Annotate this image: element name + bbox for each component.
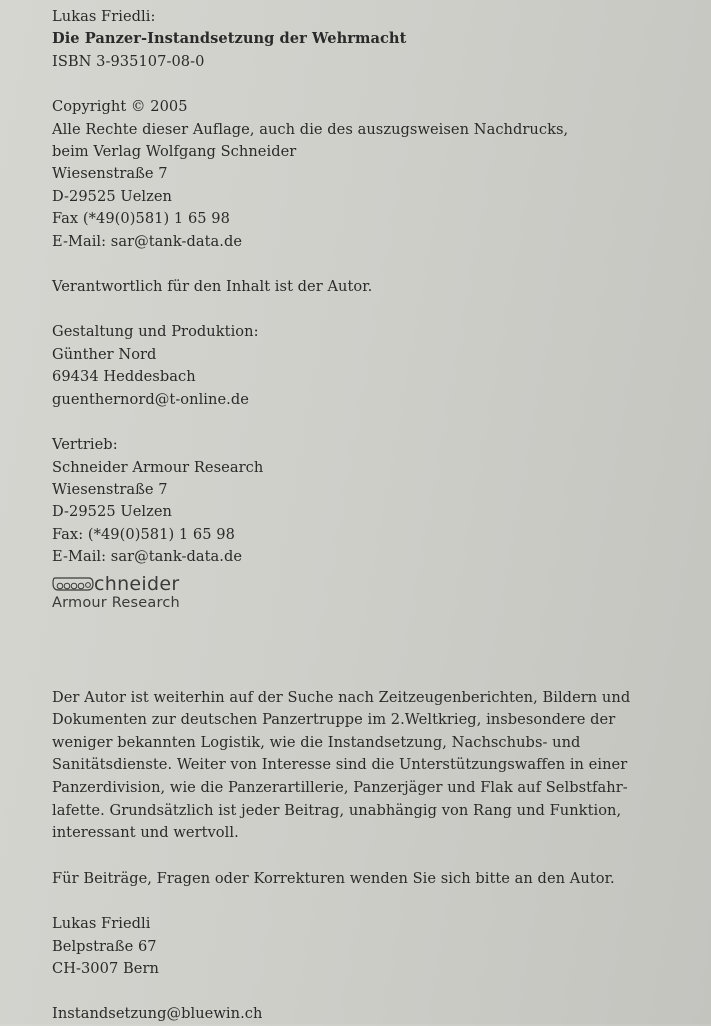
production-line: Günther Nord	[52, 345, 157, 363]
production-block	[52, 321, 692, 411]
copyright-block	[52, 96, 692, 253]
paragraph-line: Der Autor ist weiterhin auf der Suche nach Zeitzeugenberichten, Bildern und	[52, 688, 631, 706]
author-email: Instandsetzung@bluewin.ch	[52, 1005, 263, 1023]
isbn: ISBN 3-935107-08-0	[52, 52, 205, 70]
book-title: Die Panzer-Instandsetzung der Wehrmacht	[52, 30, 407, 48]
author-name: Lukas Friedli:	[52, 8, 156, 25]
address-line: Lukas Friedli	[52, 915, 151, 933]
author-address-block	[52, 913, 692, 980]
distribution-line: D-29525 Uelzen	[52, 503, 172, 521]
copyright-line: Fax (*49(0)581) 1 65 98	[52, 210, 230, 228]
distribution-line: Schneider Armour Research	[52, 458, 264, 476]
copyright-line: D-29525 Uelzen	[52, 187, 172, 205]
distribution-line: Vertrieb:	[52, 436, 118, 454]
imprint-page	[52, 6, 692, 1026]
paragraph-line: Panzerdivision, wie die Panzerartillerie, Panzerjäger und Flak auf Selbstfahr-	[52, 778, 628, 796]
paragraph-line: Sanitätsdienste. Weiter von Interesse sind die Unterstützungswaffen in einer	[52, 756, 628, 774]
production-line: 69434 Heddesbach	[52, 368, 196, 386]
tank-track-icon	[52, 575, 94, 593]
copyright-line: beim Verlag Wolfgang Schneider	[52, 143, 297, 161]
copyright-line: Alle Rechte dieser Auflage, auch die des auszugsweisen Nachdrucks,	[52, 120, 569, 138]
paragraph-line: lafette. Grundsätzlich ist jeder Beitrag, unabhängig von Rang und Funktion,	[52, 801, 622, 819]
distribution-line: Fax: (*49(0)581) 1 65 98	[52, 525, 235, 543]
paragraph-line: interessant und wertvoll.	[52, 824, 239, 842]
distribution-line: Wiesenstraße 7	[52, 480, 168, 498]
address-line: Belpstraße 67	[52, 937, 157, 955]
responsibility-note: Verantwortlich für den Inhalt ist der Autor.	[52, 278, 373, 296]
production-line: guenthernord@t-online.de	[52, 390, 249, 408]
copyright-line: E-Mail: sar@tank-data.de	[52, 232, 243, 250]
logo-bottom-text: Armour Research	[52, 594, 180, 611]
logo-top-text: chneider	[94, 572, 180, 595]
schneider-logo	[52, 573, 692, 621]
paragraph-line: Dokumenten zur deutschen Panzertruppe im 2.Weltkrieg, insbesondere der	[52, 711, 616, 729]
distribution-line: E-Mail: sar@tank-data.de	[52, 548, 243, 566]
copyright-line: Wiesenstraße 7	[52, 165, 168, 183]
address-line: CH-3007 Bern	[52, 959, 159, 977]
contact-note: Für Beiträge, Fragen oder Korrekturen wenden Sie sich bitte an den Autor.	[52, 869, 615, 887]
copyright-line: Copyright © 2005	[52, 98, 188, 116]
production-line: Gestaltung und Produktion:	[52, 323, 259, 341]
paragraph-line: weniger bekannten Logistik, wie die Instandsetzung, Nachschubs- und	[52, 733, 581, 751]
distribution-block	[52, 434, 692, 568]
request-paragraph	[52, 687, 692, 845]
